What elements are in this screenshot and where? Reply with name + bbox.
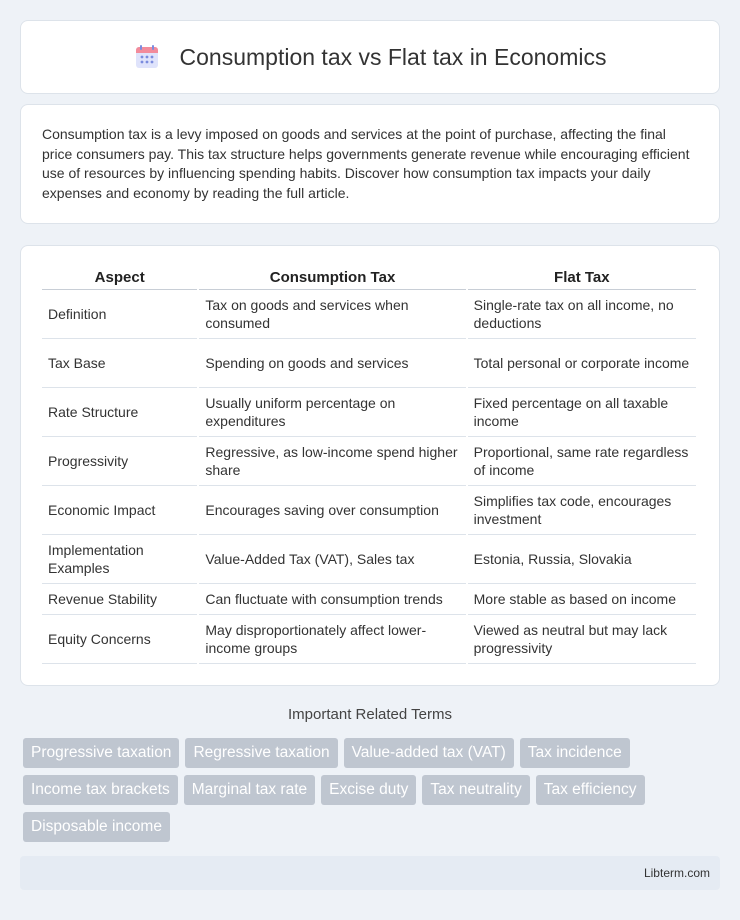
related-term-tag[interactable]: Marginal tax rate [184,775,315,805]
row-flat: Simplifies tax code, encourages investment [468,486,696,535]
table-row [42,290,696,339]
row-consumption: May disproportionately affect lower-income groups [199,615,465,664]
row-flat: Estonia, Russia, Slovakia [468,535,696,584]
footer-site-link[interactable]: Libterm.com [643,866,710,880]
related-term-tag[interactable]: Value-added tax (VAT) [344,738,514,768]
related-term-tag[interactable]: Regressive taxation [185,738,337,768]
table-header-row [42,265,696,290]
table-row [42,615,696,664]
row-aspect: Implementation Examples [42,535,197,584]
table-row [42,486,696,535]
related-terms-title: Important Related Terms [288,706,452,723]
related-term-tag[interactable]: Income tax brackets [23,775,178,805]
related-term-tag[interactable]: Progressive taxation [23,738,179,768]
row-aspect: Rate Structure [42,388,197,437]
page-title: Consumption tax vs Flat tax in Economics [179,43,607,70]
header-aspect: Aspect [42,265,197,290]
header-card [20,20,720,94]
related-term-tag[interactable]: Tax neutrality [422,775,529,805]
table-row [42,584,696,615]
row-aspect: Definition [42,290,197,339]
row-flat: More stable as based on income [468,584,696,615]
row-flat: Single-rate tax on all income, no deductions [468,290,696,339]
row-flat: Total personal or corporate income [468,339,696,388]
row-flat: Fixed percentage on all taxable income [468,388,696,437]
row-aspect: Revenue Stability [42,584,197,615]
table-row [42,339,696,388]
row-aspect: Tax Base [42,339,197,388]
intro-card [20,104,720,224]
row-flat: Viewed as neutral but may lack progressivity [468,615,696,664]
footer [20,856,720,890]
row-consumption: Can fluctuate with consumption trends [199,584,465,615]
row-flat: Proportional, same rate regardless of income [468,437,696,486]
row-consumption: Encourages saving over consumption [199,486,465,535]
row-aspect: Progressivity [42,437,197,486]
row-aspect: Equity Concerns [42,615,197,664]
intro-text: Consumption tax is a levy imposed on goods and services at the point of purchase, affecting the final price consumers pay. This tax structure helps governments generate revenue while encouraging efficient use of resources by influencing spending habits. Discover how consumption tax impacts your daily expenses and economy by reading the full article. [42,126,690,201]
row-consumption: Usually uniform percentage on expenditures [199,388,465,437]
comparison-table [40,265,698,664]
row-aspect: Economic Impact [42,486,197,535]
row-consumption: Spending on goods and services [199,339,465,388]
row-consumption: Value-Added Tax (VAT), Sales tax [199,535,465,584]
header-consumption-tax: Consumption Tax [199,265,465,290]
row-consumption: Regressive, as low-income spend higher share [199,437,465,486]
related-term-tag[interactable]: Tax incidence [520,738,630,768]
row-consumption: Tax on goods and services when consumed [199,290,465,339]
table-row [42,437,696,486]
comparison-table-card [20,245,720,686]
table-row [42,388,696,437]
related-term-tag[interactable]: Tax efficiency [536,775,645,805]
related-term-tag[interactable]: Disposable income [23,812,170,842]
header-flat-tax: Flat Tax [468,265,696,290]
related-terms-list [23,738,723,842]
table-row [42,535,696,584]
calendar-icon [134,44,160,70]
related-term-tag[interactable]: Excise duty [321,775,416,805]
